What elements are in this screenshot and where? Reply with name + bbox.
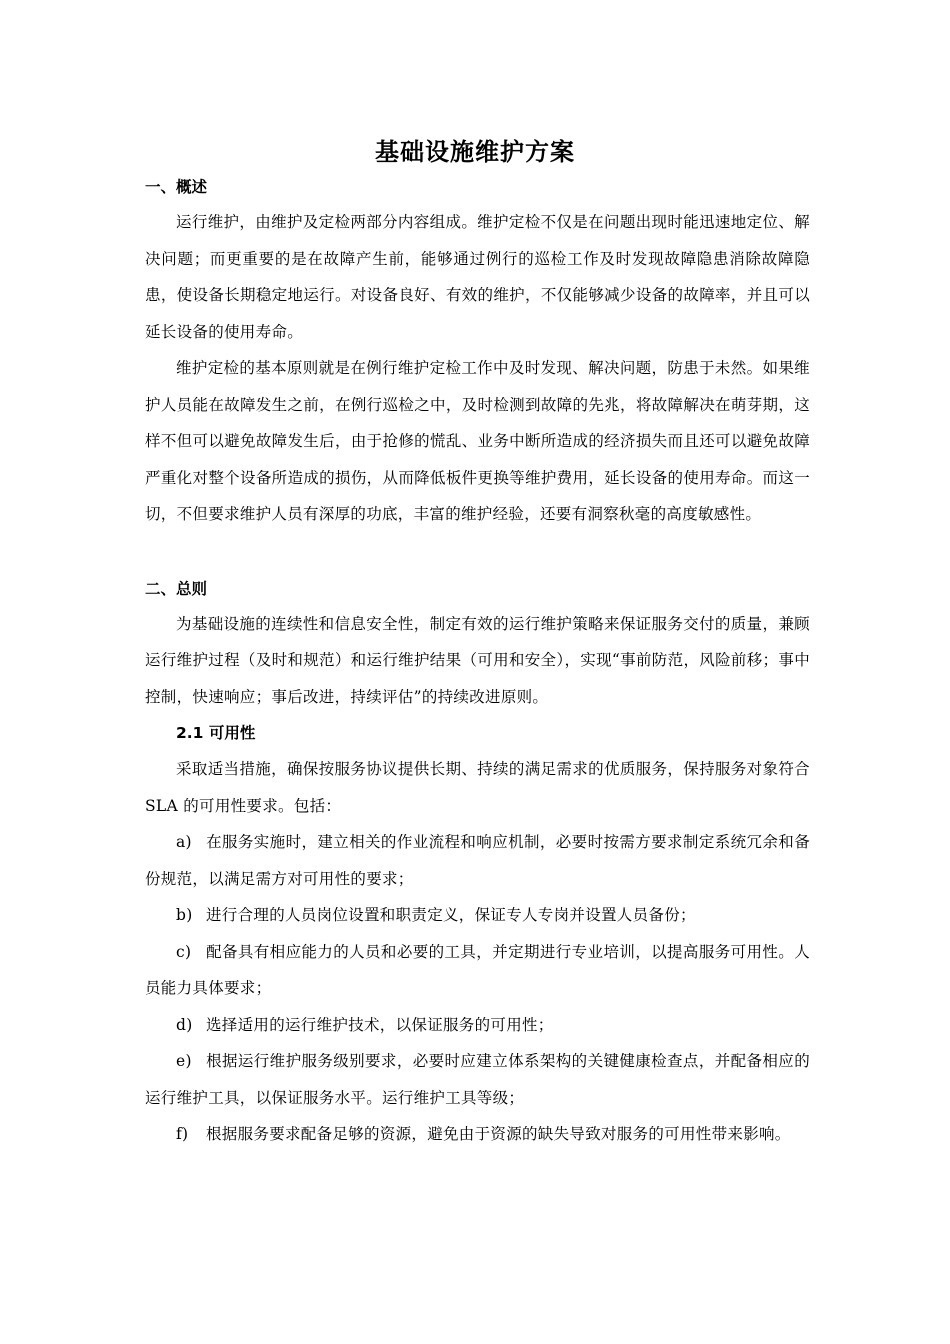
document-title: 基础设施维护方案 [375,138,575,166]
list-item-label: c) [176,942,192,961]
paragraph: 运行维护，由维护及定检两部分内容组成。维护定检不仅是在问题出现时能迅速地定位、解决问题；而更重要的是在故障产生前，能够通过例行的巡检工作及时发现故障隐患消除故障隐患，使设备长期稳定地运行。对设备良好、有效的维护，不仅能够减少设备的故障率，并且可以延长设备的使用寿命。 [145,213,810,341]
paragraph: 维护定检的基本原则就是在例行维护定检工作中及时发现、解决问题，防患于未然。如果维护人员能在故障发生之前，在例行巡检之中，及时检测到故障的先兆，将故障解决在萌芽期，这样不但可以避免故障发生后，由于抢修的慌乱、业务中断所造成的经济损失而且还可以避免故障严重化对整个设备所造成的损伤，从而降低板件更换等维护费用，延长设备的使用寿命。而这一切，不但要求维护人员有深厚的功底，丰富的维护经验，还要有洞察秋毫的高度敏感性。 [145,359,810,523]
subsection-heading-availability: 2.1 可用性 [176,724,256,742]
list-item-text: 在服务实施时，建立相关的作业流程和响应机制，必要时按需方要求制定系统冗余和备份规范，以满足需方对可用性的要求； [145,833,810,888]
list-item [145,824,810,897]
paragraph: 采取适当措施，确保按服务协议提供长期、持续的满足需求的优质服务，保持服务对象符合 SLA 的可用性要求。包括： [145,760,810,815]
list-item [145,1043,810,1116]
section-spacer [145,533,810,573]
list-item [145,934,810,1007]
list-item-text: 进行合理的人员岗位设置和职责定义，保证专人专岗并设置人员备份； [206,906,696,924]
list-item-label: f) [176,1125,189,1143]
list-item-label: d) [176,1015,193,1034]
section-heading-overview: 一、概述 [145,178,208,196]
document-body [145,171,810,1153]
section-heading-general: 二、总则 [145,579,208,598]
list-item-text: 根据服务要求配备足够的资源，避免由于资源的缺失导致对服务的可用性带来影响。 [206,1125,791,1143]
list-item-label: e) [176,1052,192,1070]
list-item-label: a) [176,833,192,851]
list-item-text: 根据运行维护服务级别要求，必要时应建立体系架构的关键健康检查点，并配备相应的运行维护工具，以保证服务水平。运行维护工具等级； [145,1052,810,1107]
list-item-text: 配备具有相应能力的人员和必要的工具，并定期进行专业培训，以提高服务可用性。人员能力具体要求； [145,942,810,997]
list-item [145,1116,810,1153]
list-item-text: 选择适用的运行维护技术，以保证服务的可用性； [206,1015,554,1034]
list-item-label: b) [176,906,193,924]
list-item [145,1007,810,1044]
paragraph: 为基础设施的连续性和信息安全性，制定有效的运行维护策略来保证服务交付的质量，兼顾运行维护过程（及时和规范）和运行维护结果（可用和安全），实现“事前防范，风险前移；事中控制，快速响应；事后改进，持续评估”的持续改进原则。 [145,614,810,706]
list-item [145,897,810,934]
